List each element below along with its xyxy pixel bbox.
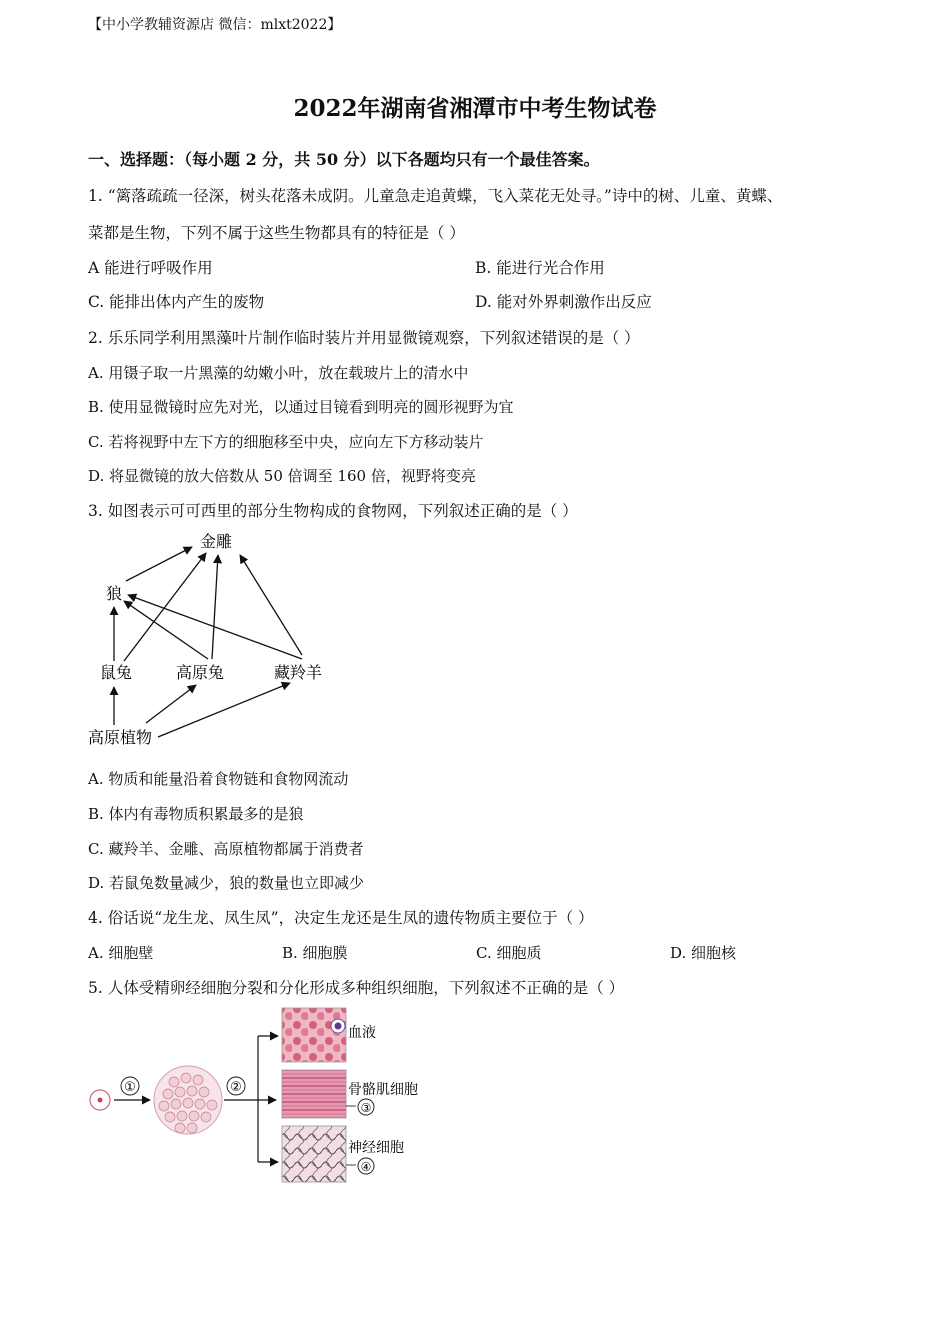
q3-option-b: B. 体内有毒物质积累最多的是狼 [88, 805, 304, 823]
blood-label: 血液 [348, 1025, 376, 1041]
step2-label: ② [230, 1080, 242, 1095]
q1-stem-line1: 1. “篱落疏疏一径深，树头花落未成阴。儿童急走追黄蝶，飞入菜花无处寻。”诗中的树、儿童、黄蝶、 [88, 187, 783, 205]
q3-option-a: A. 物质和能量沿着食物链和食物网流动 [88, 770, 349, 788]
q4-stem: 4. 俗话说“龙生龙、凤生凤”，决定生龙还是生凤的遗传物质主要位于（ ） [88, 909, 594, 927]
section-heading: 一、选择题：（每小题 2 分，共 50 分）以下各题均只有一个最佳答案。 [88, 150, 600, 169]
q4-option-c: C. 细胞质 [476, 944, 542, 962]
q2-option-a: A. 用镊子取一片黑藻的幼嫩小叶，放在载玻片上的清水中 [88, 364, 469, 382]
step1-label: ① [124, 1080, 136, 1095]
nerve-cell-image [282, 1126, 346, 1182]
arrow-hare-eagle [212, 555, 218, 659]
q2-stem: 2. 乐乐同学利用黑藻叶片制作临时装片并用显微镜观察，下列叙述错误的是（ ） [88, 329, 640, 347]
q4-option-b: B. 细胞膜 [282, 944, 348, 962]
arrow-plant-hare [146, 685, 196, 723]
q2-option-b: B. 使用显微镜时应先对光，以通过目镜看到明亮的圆形视野为宜 [88, 398, 514, 416]
q3-option-c: C. 藏羚羊、金雕、高原植物都属于消费者 [88, 840, 364, 858]
q2-option-c: C. 若将视野中左下方的细胞移至中央，应向左下方移动装片 [88, 433, 484, 451]
q1-option-b: B. 能进行光合作用 [475, 259, 605, 277]
node-antelope: 藏羚羊 [274, 663, 323, 682]
q4-option-d: D. 细胞核 [670, 944, 737, 962]
muscle-num: ③ [360, 1101, 372, 1115]
q1-option-c: C. 能排出体内产生的废物 [88, 293, 265, 311]
arrow-hare-wolf [124, 601, 208, 659]
q3-stem: 3. 如图表示可可西里的部分生物构成的食物网，下列叙述正确的是（ ） [88, 502, 578, 520]
q1-option-a: A 能进行呼吸作用 [88, 259, 213, 277]
blood-image [282, 1008, 346, 1062]
q1-stem-line2: 菜都是生物，下列不属于这些生物都具有的特征是（ ） [88, 224, 465, 242]
page-header: 【中小学教辅资源店 微信：mlxt2022】 [88, 17, 342, 33]
q1-option-d: D. 能对外界刺激作出反应 [475, 293, 652, 311]
node-plant: 高原植物 [88, 728, 153, 747]
zygote-nucleus [98, 1098, 103, 1103]
arrow-wolf-eagle [126, 547, 192, 581]
page-title: 2022年湖南省湘潭市中考生物试卷 [293, 95, 657, 122]
q3-option-d: D. 若鼠兔数量减少，狼的数量也立即减少 [88, 874, 365, 892]
arrow-pika-eagle [124, 553, 206, 661]
node-hare: 高原兔 [176, 663, 225, 682]
node-eagle: 金雕 [200, 532, 233, 551]
neuron-label: 神经细胞 [348, 1140, 404, 1156]
cell-differentiation-diagram [84, 1004, 434, 1188]
q2-option-d: D. 将显微镜的放大倍数从 50 倍调至 160 倍，视野将变亮 [88, 467, 476, 485]
skeletal-muscle-image [282, 1070, 346, 1118]
q4-option-a: A. 细胞壁 [88, 944, 154, 962]
node-wolf: 狼 [106, 584, 123, 603]
food-web-diagram [80, 525, 340, 755]
q5-stem: 5. 人体受精卵经细胞分裂和分化形成多种组织细胞，下列叙述不正确的是（ ） [88, 979, 625, 997]
arrow-plant-antelope [158, 683, 290, 737]
cell-cluster [154, 1066, 222, 1134]
node-pika: 鼠兔 [100, 663, 133, 682]
neuron-num: ④ [360, 1160, 372, 1174]
muscle-label: 骨骼肌细胞 [348, 1082, 418, 1098]
